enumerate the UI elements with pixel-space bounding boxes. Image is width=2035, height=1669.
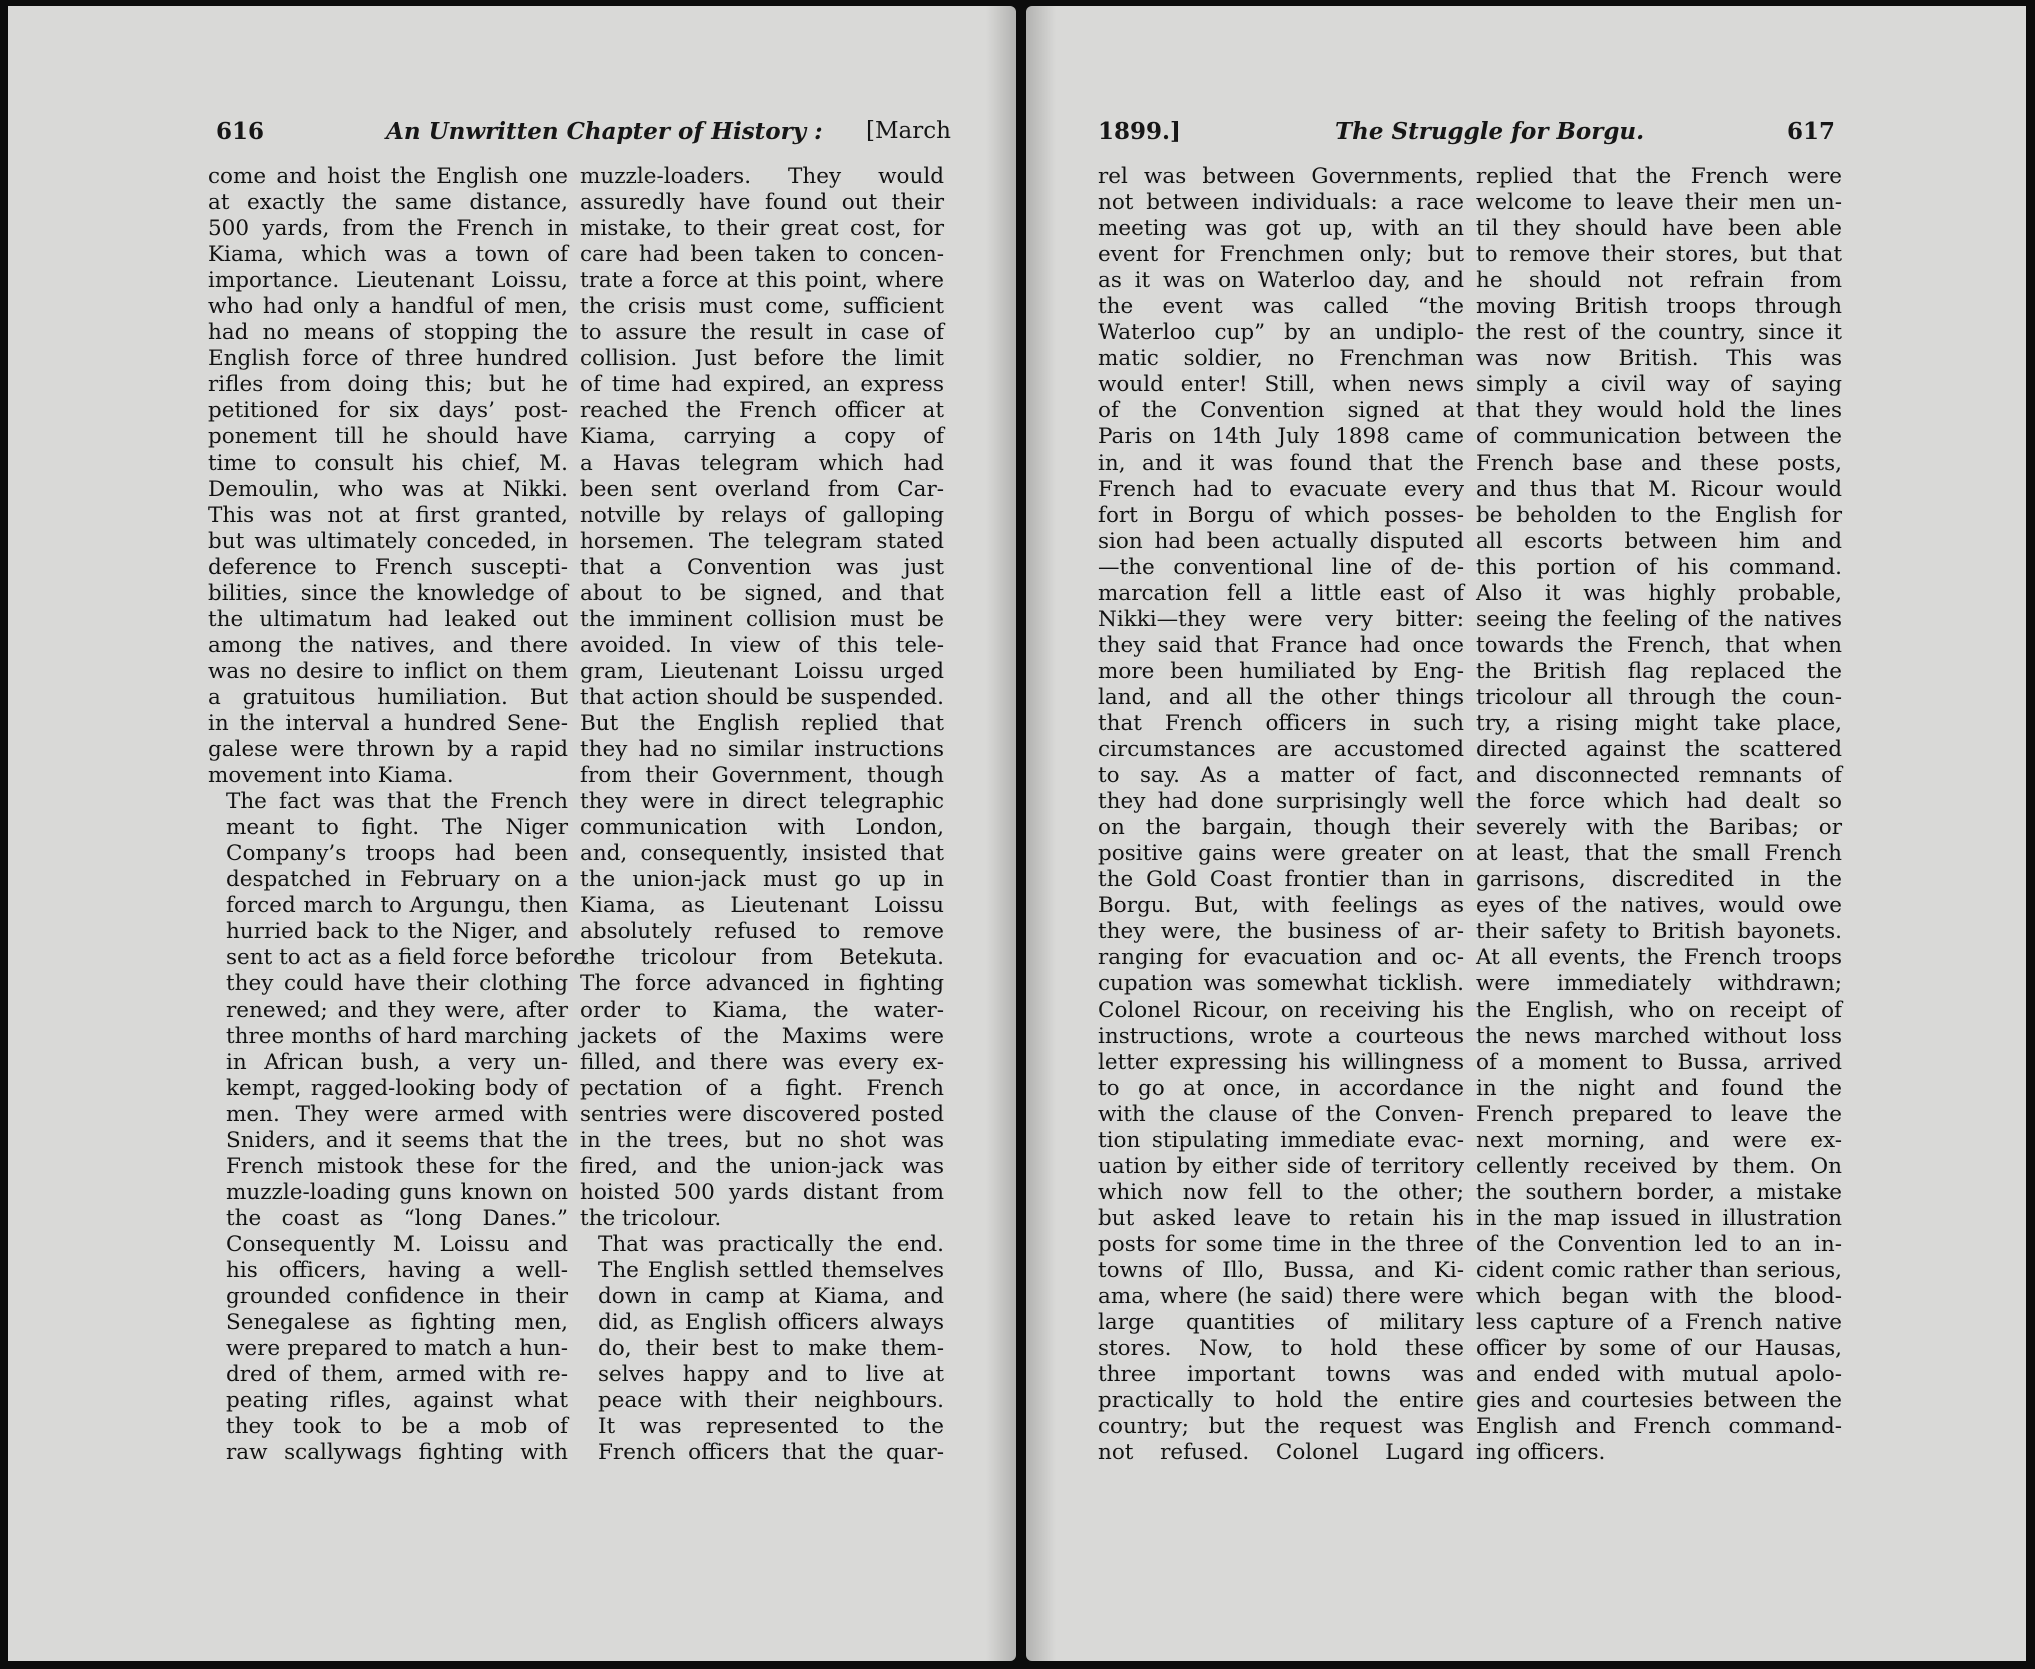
text-line: selves happy and to live at [598, 1362, 944, 1388]
text-line: til they should have been able [1476, 216, 1842, 242]
text-line: peating rifles, against what [226, 1388, 568, 1414]
text-line: more been humiliated by Eng- [1098, 658, 1464, 684]
paragraph [208, 789, 586, 1466]
text-line: who had only a handful of men, [208, 294, 568, 320]
text-line: The force advanced in fighting [580, 971, 944, 997]
text-line: peace with their neighbours. [598, 1388, 944, 1414]
text-line: from their Government, though [580, 763, 944, 789]
text-line: they were in direct telegraphic [580, 789, 944, 815]
text-line: practically to hold the entire [1098, 1388, 1464, 1414]
text-line: Sniders, and it seems that the [226, 1127, 568, 1153]
left-page [8, 6, 1016, 1661]
text-line: he should not refrain from [1476, 268, 1842, 294]
text-line: and disconnected remnants of [1476, 763, 1842, 789]
text-line: Colonel Ricour, on receiving his [1098, 997, 1464, 1023]
text-line: Nikki—they were very bitter: [1098, 606, 1464, 632]
text-line: men. They were armed with [226, 1101, 568, 1127]
text-line: a Havas telegram which had [580, 450, 944, 476]
text-line: not between individuals: a race [1098, 190, 1464, 216]
text-line: was no desire to inflict on them [208, 658, 568, 684]
text-line: welcome to leave their men un- [1476, 190, 1842, 216]
text-line: moving British troops through [1476, 294, 1842, 320]
text-line: deference to French suscepti- [208, 554, 568, 580]
text-line: next morning, and were ex- [1476, 1127, 1842, 1153]
text-line: —the conventional line of de- [1098, 554, 1464, 580]
text-line: the crisis must come, sufficient [580, 294, 944, 320]
text-line: replied that the French were [1476, 164, 1842, 189]
text-line: they had done surprisingly well [1098, 789, 1464, 815]
text-line: instructions, wrote a courteous [1098, 1023, 1464, 1049]
text-line: simply a civil way of saying [1476, 372, 1842, 398]
text-line: hoisted 500 yards distant from [580, 1179, 944, 1205]
text-line: kempt, ragged-looking body of [226, 1075, 568, 1101]
text-line: despatched in February on a [226, 867, 568, 893]
text-line: towns of Illo, Bussa, and Ki- [1098, 1257, 1464, 1283]
text-line: pectation of a fight. French [580, 1075, 944, 1101]
text-line: movement into Kiama. [208, 763, 454, 789]
text-line: of time had expired, an express [580, 372, 944, 398]
text-line: reached the French officer at [580, 398, 944, 424]
text-line: ponement till he should have [208, 424, 568, 450]
text-line: English force of three hundred [208, 346, 568, 372]
text-line: that action should be suspended. [580, 684, 944, 710]
text-line: at least, that the small French [1476, 841, 1842, 867]
text-line: try, a rising might take place, [1476, 710, 1842, 736]
text-line: bilities, since the knowledge of [208, 580, 568, 606]
text-line: do, their best to make them- [598, 1336, 944, 1362]
text-line: in the interval a hundred Sene- [208, 710, 568, 736]
text-line: marcation fell a little east of [1098, 580, 1464, 606]
text-line: they said that France had once [1098, 632, 1464, 658]
running-title: An Unwritten Chapter of History : [386, 118, 823, 145]
text-line: but was ultimately conceded, in [208, 528, 568, 554]
text-line: in the map issued in illustration [1476, 1205, 1842, 1231]
text-line: galese were thrown by a rapid [208, 737, 568, 763]
text-line: absolutely refused to remove [580, 919, 944, 945]
text-line: on the bargain, though their [1098, 815, 1464, 841]
text-line: their safety to British bayonets. [1476, 919, 1842, 945]
text-line: the English, who on receipt of [1476, 997, 1842, 1023]
text-line: less capture of a French native [1476, 1310, 1842, 1336]
text-line: large quantities of military [1098, 1310, 1464, 1336]
text-line: that they would hold the lines [1476, 398, 1842, 424]
text-line: matic soldier, no Frenchman [1098, 346, 1464, 372]
text-line: That was practically the end. [598, 1231, 944, 1257]
text-line: avoided. In view of this tele- [580, 632, 944, 658]
text-line: that a Convention was just [580, 554, 944, 580]
text-line: French had to evacuate every [1098, 476, 1464, 502]
text-line: time to consult his chief, M. [208, 450, 568, 476]
text-line: sion had been actually disputed [1098, 528, 1464, 554]
paragraph [1098, 164, 1464, 1466]
text-line: rifles from doing this; but he [208, 372, 568, 398]
text-line: assuredly have found out their [580, 190, 944, 216]
text-line: of communication between the [1476, 424, 1842, 450]
text-column [208, 164, 586, 1466]
right-page [1026, 6, 2026, 1661]
text-line: eyes of the natives, would owe [1476, 893, 1842, 919]
text-line: The English settled themselves [598, 1257, 944, 1283]
text-line: petitioned for six days’ post- [208, 398, 568, 424]
text-line: Senegalese as fighting men, [226, 1310, 568, 1336]
text-line: stores. Now, to hold these [1098, 1336, 1464, 1362]
text-line: Company’s troops had been [226, 841, 568, 867]
text-line: circumstances are accustomed [1098, 737, 1464, 763]
text-line: and, consequently, insisted that [580, 841, 944, 867]
text-line: as it was on Waterloo day, and [1098, 268, 1464, 294]
text-line: French officers that the quar- [598, 1440, 944, 1466]
text-line: French base and these posts, [1476, 450, 1842, 476]
text-line: sent to act as a field force before [226, 945, 586, 971]
text-line: raw scallywags fighting with [226, 1440, 568, 1466]
text-line: trate a force at this point, where [580, 268, 944, 294]
text-line: gies and courtesies between the [1476, 1388, 1842, 1414]
text-line: had no means of stopping the [208, 320, 568, 346]
text-line: with the clause of the Conven- [1098, 1101, 1464, 1127]
text-line: but asked leave to retain his [1098, 1205, 1464, 1231]
text-line: letter expressing his willingness [1098, 1049, 1464, 1075]
text-line: cident comic rather than serious, [1476, 1257, 1842, 1283]
text-line: were prepared to match a hun- [226, 1336, 568, 1362]
text-line: be beholden to the English for [1476, 502, 1842, 528]
text-line: But the English replied that [580, 710, 944, 736]
text-line: to go at once, in accordance [1098, 1075, 1464, 1101]
text-line: French mistook these for the [226, 1153, 568, 1179]
text-line: of the Convention signed at [1098, 398, 1464, 424]
text-line: a gratuitous humiliation. But [208, 684, 568, 710]
text-line: would enter! Still, when news [1098, 372, 1464, 398]
text-line: order to Kiama, the water- [580, 997, 944, 1023]
text-line: and thus that M. Ricour would [1476, 476, 1842, 502]
text-line: country; but the request was [1098, 1414, 1464, 1440]
text-line: about to be signed, and that [580, 580, 944, 606]
text-line: and ended with mutual apolo- [1476, 1362, 1842, 1388]
text-line: care had been taken to concen- [580, 242, 944, 268]
text-line: cellently received by them. On [1476, 1153, 1842, 1179]
text-line: Demoulin, who was at Nikki. [208, 476, 568, 502]
text-line: ing officers. [1476, 1440, 1606, 1466]
text-line: rel was between Governments, [1098, 164, 1464, 189]
text-line: the union-jack must go up in [580, 867, 944, 893]
text-line: the tricolour from Betekuta. [580, 945, 944, 971]
text-line: in African bush, a very un- [226, 1049, 568, 1075]
text-line: his officers, having a well- [226, 1257, 568, 1283]
page-number: 616 [216, 118, 265, 145]
text-line: the rest of the country, since it [1476, 320, 1842, 346]
text-line: fort in Borgu of which posses- [1098, 502, 1464, 528]
text-line: the tricolour. [580, 1205, 722, 1231]
text-line: the event was called “the [1098, 294, 1464, 320]
text-line: ama, where (he said) there were [1098, 1284, 1464, 1310]
text-line: Paris on 14th July 1898 came [1098, 424, 1464, 450]
paragraph [580, 164, 944, 1232]
text-line: the Gold Coast frontier than in [1098, 867, 1464, 893]
text-line: three important towns was [1098, 1362, 1464, 1388]
text-line: Kiama, as Lieutenant Loissu [580, 893, 944, 919]
text-line: fired, and the union-jack was [580, 1153, 944, 1179]
text-line: three months of hard marching [226, 1023, 568, 1049]
text-line: land, and all the other things [1098, 684, 1464, 710]
text-line: dred of them, armed with re- [226, 1362, 568, 1388]
text-column [580, 164, 944, 1466]
text-line: At all events, the French troops [1476, 945, 1842, 971]
text-line: importance. Lieutenant Loissu, [208, 268, 568, 294]
text-line: French prepared to leave the [1476, 1101, 1842, 1127]
text-line: sentries were discovered posted [580, 1101, 944, 1127]
text-line: they could have their clothing [226, 971, 568, 997]
text-line: the coast as “long Danes.” [226, 1205, 568, 1231]
text-line: this portion of his command. [1476, 554, 1842, 580]
text-line: which began with the blood- [1476, 1284, 1842, 1310]
text-line: Consequently M. Loissu and [226, 1231, 568, 1257]
text-line: garrisons, discredited in the [1476, 867, 1842, 893]
text-line: down in camp at Kiama, and [598, 1284, 944, 1310]
text-line: in the night and found the [1476, 1075, 1842, 1101]
text-line: muzzle-loading guns known on [226, 1179, 568, 1205]
paragraph [1476, 164, 1842, 1466]
text-line: the British flag replaced the [1476, 658, 1842, 684]
text-line: among the natives, and there [208, 632, 568, 658]
text-line: the news marched without loss [1476, 1023, 1842, 1049]
text-line: not refused. Colonel Lugard [1098, 1440, 1464, 1466]
text-line: they took to be a mob of [226, 1414, 568, 1440]
text-line: of a moment to Bussa, arrived [1476, 1049, 1842, 1075]
text-line: grounded confidence in their [226, 1284, 568, 1310]
text-line: jackets of the Maxims were [580, 1023, 944, 1049]
text-line: to remove their stores, but that [1476, 242, 1842, 268]
text-line: Borgu. But, with feelings as [1098, 893, 1464, 919]
text-line: 500 yards, from the French in [208, 216, 568, 242]
text-line: directed against the scattered [1476, 737, 1842, 763]
text-line: which now fell to the other; [1098, 1179, 1464, 1205]
text-line: to say. As a matter of fact, [1098, 763, 1464, 789]
text-line: to assure the result in case of [580, 320, 944, 346]
text-line: the southern border, a mistake [1476, 1179, 1842, 1205]
text-line: English and French command- [1476, 1414, 1842, 1440]
text-line: positive gains were greater on [1098, 841, 1464, 867]
text-line: Waterloo cup” by an undiplo- [1098, 320, 1464, 346]
text-line: horsemen. The telegram stated [580, 528, 944, 554]
text-line: towards the French, that when [1476, 632, 1842, 658]
text-line: ranging for evacuation and oc- [1098, 945, 1464, 971]
text-line: meant to fight. The Niger [226, 815, 568, 841]
text-line: meeting was got up, with an [1098, 216, 1464, 242]
text-line: come and hoist the English one [208, 164, 568, 189]
text-line: notville by relays of galloping [580, 502, 944, 528]
text-line: mistake, to their great cost, for [580, 216, 944, 242]
text-line: at exactly the same distance, [208, 190, 568, 216]
text-line: officer by some of our Hausas, [1476, 1336, 1842, 1362]
text-line: communication with London, [580, 815, 944, 841]
text-line: muzzle-loaders. They would [580, 164, 944, 189]
text-line: all escorts between him and [1476, 528, 1842, 554]
text-line: they were, the business of ar- [1098, 919, 1464, 945]
text-line: It was represented to the [598, 1414, 944, 1440]
text-line: cupation was somewhat ticklish. [1098, 971, 1464, 997]
text-line: Also it was highly probable, [1476, 580, 1842, 606]
text-line: The fact was that the French [226, 789, 568, 815]
text-line: the force which had dealt so [1476, 789, 1842, 815]
text-line: were immediately withdrawn; [1476, 971, 1842, 997]
text-line: This was not at first granted, [208, 502, 568, 528]
text-column [1476, 164, 1842, 1466]
text-line: seeing the feeling of the natives [1476, 606, 1842, 632]
text-line: tion stipulating immediate evac- [1098, 1127, 1464, 1153]
text-line: was now British. This was [1476, 346, 1842, 372]
running-title: The Struggle for Borgu. [1335, 118, 1645, 145]
text-line: Kiama, which was a town of [208, 242, 568, 268]
running-date: 1899.] [1098, 118, 1181, 145]
text-line: of the Convention led to an in- [1476, 1231, 1842, 1257]
text-line: the ultimatum had leaked out [208, 606, 568, 632]
text-line: hurried back to the Niger, and [226, 919, 568, 945]
text-line: collision. Just before the limit [580, 346, 944, 372]
paragraph [580, 1232, 944, 1466]
text-line: event for Frenchmen only; but [1098, 242, 1464, 268]
text-line: tricolour all through the coun- [1476, 684, 1842, 710]
paragraph [208, 164, 568, 789]
text-line: the imminent collision must be [580, 606, 944, 632]
text-line: did, as English officers always [598, 1310, 944, 1336]
text-line: in the trees, but no shot was [580, 1127, 944, 1153]
text-line: gram, Lieutenant Loissu urged [580, 658, 944, 684]
text-line: been sent overland from Car- [580, 476, 944, 502]
text-line: they had no similar instructions [580, 737, 944, 763]
text-line: that French officers in such [1098, 710, 1464, 736]
gutter-shadow [1026, 6, 1056, 1661]
text-line: Kiama, carrying a copy of [580, 424, 944, 450]
text-line: forced march to Argungu, then [226, 893, 568, 919]
gutter-shadow [986, 6, 1016, 1661]
text-line: severely with the Baribas; or [1476, 815, 1842, 841]
text-line: uation by either side of territory [1098, 1153, 1464, 1179]
text-line: filled, and there was every ex- [580, 1049, 944, 1075]
text-line: in, and it was found that the [1098, 450, 1464, 476]
text-line: renewed; and they were, after [226, 997, 568, 1023]
text-column [1098, 164, 1464, 1466]
text-line: posts for some time in the three [1098, 1231, 1464, 1257]
page-number: 617 [1787, 118, 1836, 145]
running-date: [March [866, 118, 951, 144]
